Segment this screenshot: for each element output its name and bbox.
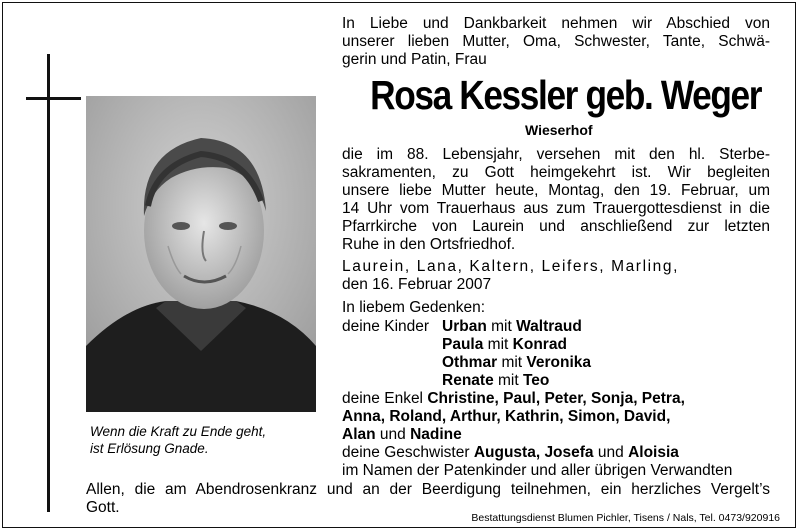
siblings-names: Augusta, Josefa — [473, 444, 594, 461]
grandchildren-names: Christine, Paul, Peter, Sonja, Petra, — [427, 390, 685, 407]
family-entry — [442, 318, 582, 336]
family-entry — [442, 372, 549, 390]
funeral-service-credit: Bestattungsdienst Blumen Pichler, Tisens / Nals, Tel. 0473/920916 — [471, 512, 780, 524]
siblings-prefix: deine Geschwister — [342, 444, 470, 461]
memory-intro: In liebem Gedenken: — [342, 299, 486, 316]
children-prefix: deine Kinder — [342, 318, 430, 335]
thanks-line: Gott. — [86, 499, 120, 516]
connector: und — [379, 426, 406, 443]
connector: und — [597, 444, 624, 461]
thanks-line: Allen, die am Abendrosenkranz und an der Beerdigung teilnehmen, ein herzliches Vergelt’s — [86, 481, 770, 498]
body-line: sakramenten, zu Gott heimgekehrt ist. Wir begleiten — [342, 164, 770, 181]
grandchildren-prefix: deine Enkel — [342, 390, 424, 407]
family-entry — [442, 354, 591, 372]
connector: mit — [501, 354, 523, 371]
deceased-name: Rosa Kessler geb. Weger — [370, 72, 762, 118]
partner-name: Konrad — [512, 336, 567, 353]
partner-name: Teo — [522, 372, 550, 389]
quote-line: Wenn die Kraft zu Ende geht, — [90, 424, 267, 439]
body-line: unsere liebe Mutter heute, Montag, den 19. Februar, um — [342, 182, 770, 199]
child-name: Othmar — [442, 354, 498, 371]
grandchildren-names: Alan — [342, 426, 376, 443]
connector: mit — [491, 318, 512, 335]
places: Laurein, Lana, Kaltern, Leifers, Marling, — [342, 258, 680, 275]
partner-name: Waltraud — [516, 318, 582, 335]
farm-name: Wieserhof — [525, 122, 593, 138]
portrait-photo — [86, 96, 316, 412]
quote — [90, 423, 330, 457]
grandchildren-names: Nadine — [410, 426, 462, 443]
siblings-names: Aloisia — [628, 444, 679, 461]
family-entry — [442, 336, 567, 354]
body-line: 14 Uhr vom Trauerhaus aus zum Trauergottesdienst in die — [342, 200, 770, 217]
date: den 16. Februar 2007 — [342, 276, 492, 293]
grandchildren-line — [342, 390, 685, 408]
body-line: die im 88. Lebensjahr, versehen mit den hl. Sterbe- — [342, 146, 770, 163]
connector: mit — [487, 336, 509, 353]
body-line: Pfarrkirche von Laurein und anschließend zur letzten — [342, 218, 770, 235]
child-name: Paula — [442, 336, 484, 353]
grandchildren-line — [342, 408, 670, 426]
relatives-line: im Namen der Patenkinder und aller übrigen Verwandten — [342, 462, 733, 479]
intro-line: gerin und Patin, Frau — [342, 51, 487, 68]
partner-name: Veronika — [526, 354, 592, 371]
cross-symbol-bar — [26, 97, 81, 100]
portrait-illustration — [86, 96, 316, 412]
body-line: Ruhe in den Ortsfriedhof. — [342, 236, 516, 253]
grandchildren-names: Anna, Roland, Arthur, Kathrin, Simon, David, — [342, 408, 671, 425]
child-name: Urban — [442, 318, 487, 335]
intro-line: unserer lieben Mutter, Oma, Schwester, Tante, Schwä- — [342, 33, 770, 50]
grandchildren-line — [342, 426, 462, 444]
child-name: Renate — [442, 372, 494, 389]
quote-line: ist Erlösung Gnade. — [90, 441, 209, 456]
siblings-line — [342, 444, 679, 462]
connector: mit — [498, 372, 519, 389]
cross-symbol — [47, 54, 50, 512]
intro-line: In Liebe und Dankbarkeit nehmen wir Abschied von — [342, 15, 770, 32]
